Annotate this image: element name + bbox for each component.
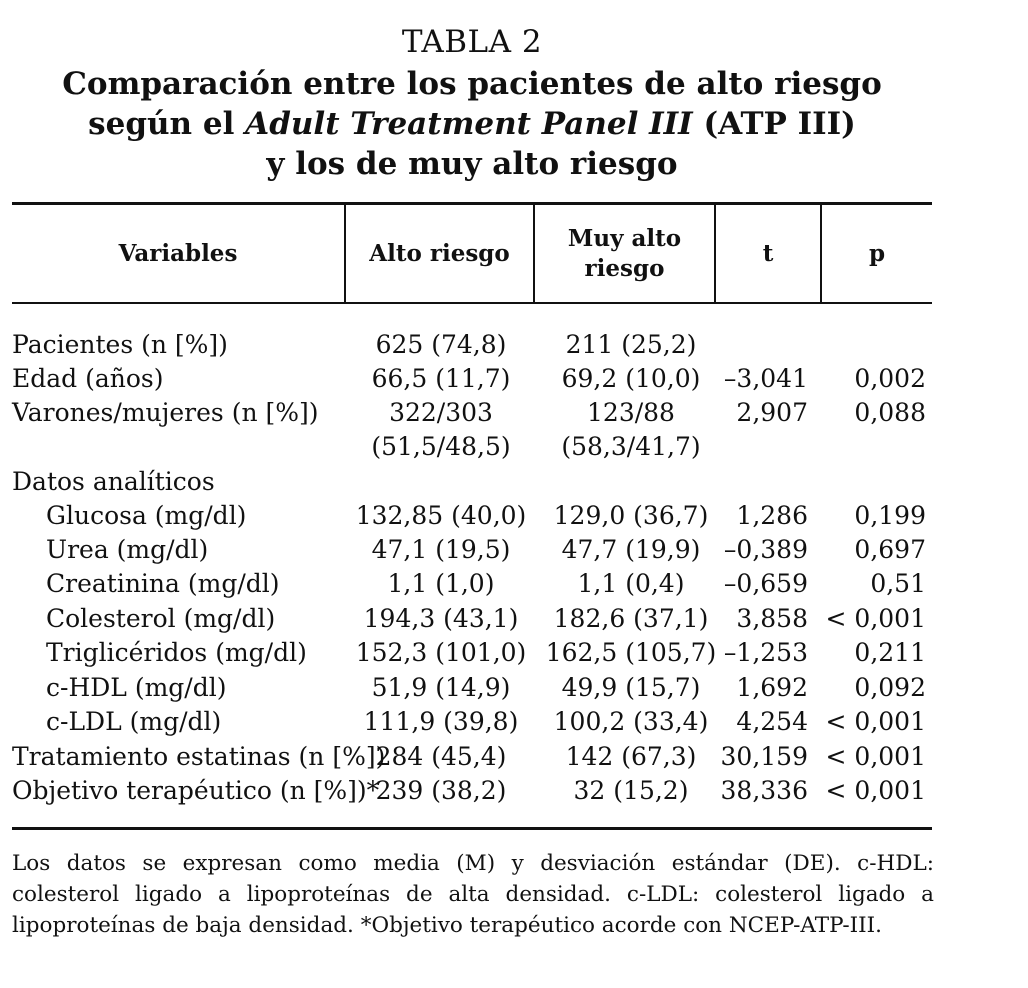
cell-muy: 47,7 (19,9) xyxy=(561,535,701,564)
cell-p: 0,199 xyxy=(854,501,926,530)
cell-variable: Creatinina (mg/dl) xyxy=(46,569,280,598)
cell-p: 0,002 xyxy=(854,364,926,393)
cell-t: 4,254 xyxy=(736,707,808,736)
cell-p: < 0,001 xyxy=(825,742,926,771)
cell-muy: 100,2 (33,4) xyxy=(553,707,709,736)
cell-muy: 162,5 (105,7) xyxy=(545,638,717,667)
table-row xyxy=(12,328,932,362)
cell-t: 3,858 xyxy=(736,604,808,633)
table-row xyxy=(12,705,932,739)
cell-muy: 69,2 (10,0) xyxy=(561,364,701,393)
cell-alto: 132,85 (40,0) xyxy=(355,501,527,530)
cell-t: –3,041 xyxy=(723,364,808,393)
cell-p: 0,697 xyxy=(854,535,926,564)
cell-muy: 123/88 xyxy=(587,398,675,427)
table-footnote: Los datos se expresan como media (M) y desviación estándar (DE). c-HDL: colesterol ligado a lipoproteínas de alta densidad. c-LDL: colesterol ligado a lipoproteínas de baja densidad. *Objetivo terapéutico acorde con NCEP-ATP-III. xyxy=(12,851,934,938)
cell-p: 0,092 xyxy=(854,673,926,702)
cell-variable: Tratamiento estatinas (n [%]) xyxy=(12,742,386,771)
header-rule xyxy=(12,302,932,304)
cell-alto: 239 (38,2) xyxy=(375,776,507,805)
cell-variable: Urea (mg/dl) xyxy=(46,535,209,564)
cell-variable: Objetivo terapéutico (n [%])* xyxy=(12,776,380,805)
cell-t: –1,253 xyxy=(723,638,808,667)
cell-alto: 1,1 (1,0) xyxy=(387,569,495,598)
table-row xyxy=(12,602,932,636)
cell-muy: 1,1 (0,4) xyxy=(577,569,685,598)
header-variables: Variables xyxy=(118,239,238,267)
title-line-2b: (ATP III) xyxy=(692,106,856,142)
table-title xyxy=(0,64,944,184)
cell-variable: Pacientes (n [%]) xyxy=(12,330,228,359)
header-muy-line-1: Muy alto xyxy=(567,224,682,252)
cell-variable: Varones/mujeres (n [%]) xyxy=(12,398,319,427)
table-row xyxy=(12,533,932,567)
cell-alto: 194,3 (43,1) xyxy=(363,604,519,633)
table-row xyxy=(12,567,932,601)
cell-t: 2,907 xyxy=(736,398,808,427)
title-line-2 xyxy=(0,104,944,144)
cell-t: 1,692 xyxy=(736,673,808,702)
cell-t: –0,659 xyxy=(723,569,808,598)
cell-muy: (58,3/41,7) xyxy=(561,432,701,461)
cell-muy: 182,6 (37,1) xyxy=(553,604,709,633)
table-row xyxy=(12,430,932,464)
header-muy-alto-riesgo xyxy=(535,205,714,302)
cell-variable: Triglicéridos (mg/dl) xyxy=(46,638,307,667)
cell-variable: c-LDL (mg/dl) xyxy=(46,707,222,736)
header-t: t xyxy=(762,239,774,267)
cell-t: 1,286 xyxy=(736,501,808,530)
header-muy-line-2: riesgo xyxy=(584,254,665,282)
cell-t: –0,389 xyxy=(723,535,808,564)
title-line-3: y los de muy alto riesgo xyxy=(266,146,678,182)
cell-alto: 66,5 (11,7) xyxy=(371,364,511,393)
cell-variable: Datos analíticos xyxy=(12,467,215,496)
cell-muy: 142 (67,3) xyxy=(565,742,697,771)
header-p: p xyxy=(868,239,886,267)
cell-p: < 0,001 xyxy=(825,776,926,805)
cell-p: 0,088 xyxy=(854,398,926,427)
table-row xyxy=(12,774,932,808)
cell-muy: 211 (25,2) xyxy=(565,330,697,359)
bottom-rule xyxy=(12,827,932,830)
cell-alto: 47,1 (19,5) xyxy=(371,535,511,564)
table-row xyxy=(12,465,932,499)
table-label: TABLA 2 xyxy=(401,24,543,60)
table-row xyxy=(12,671,932,705)
table-row xyxy=(12,636,932,670)
cell-variable: Colesterol (mg/dl) xyxy=(46,604,276,633)
table-row xyxy=(12,362,932,396)
cell-t: 30,159 xyxy=(720,742,808,771)
cell-variable: Edad (años) xyxy=(12,364,164,393)
title-line-2a: según el xyxy=(88,106,246,142)
cell-muy: 32 (15,2) xyxy=(573,776,689,805)
cell-muy: 129,0 (36,7) xyxy=(553,501,709,530)
cell-variable: c-HDL (mg/dl) xyxy=(46,673,227,702)
cell-p: < 0,001 xyxy=(825,707,926,736)
cell-alto: 284 (45,4) xyxy=(375,742,507,771)
cell-muy: 49,9 (15,7) xyxy=(561,673,701,702)
cell-variable: Glucosa (mg/dl) xyxy=(46,501,247,530)
cell-p: 0,211 xyxy=(854,638,926,667)
cell-alto: (51,5/48,5) xyxy=(371,432,511,461)
table-row xyxy=(12,396,932,430)
cell-alto: 625 (74,8) xyxy=(375,330,507,359)
table-row xyxy=(12,740,932,774)
cell-alto: 51,9 (14,9) xyxy=(371,673,511,702)
cell-alto: 152,3 (101,0) xyxy=(355,638,527,667)
cell-p: 0,51 xyxy=(870,569,926,598)
title-italic: Adult Treatment Panel III xyxy=(245,106,693,142)
cell-alto: 322/303 xyxy=(389,398,493,427)
title-line-1: Comparación entre los pacientes de alto riesgo xyxy=(62,66,882,102)
cell-t: 38,336 xyxy=(720,776,808,805)
table-row xyxy=(12,499,932,533)
cell-p: < 0,001 xyxy=(825,604,926,633)
cell-alto: 111,9 (39,8) xyxy=(363,707,519,736)
header-alto-riesgo: Alto riesgo xyxy=(369,239,510,267)
